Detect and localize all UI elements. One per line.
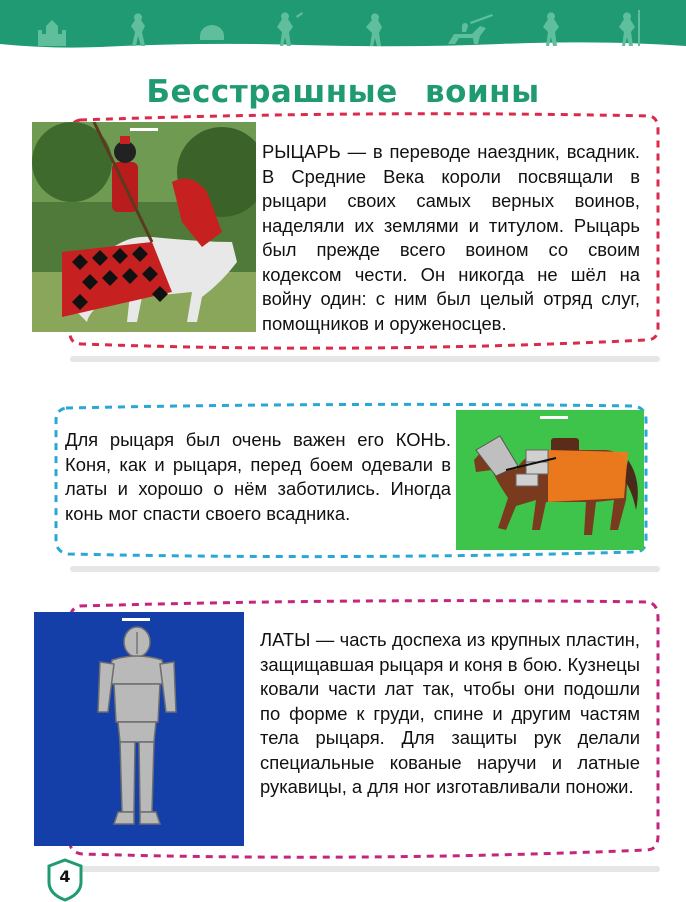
header-banner [0, 0, 686, 62]
card-shadow [70, 566, 660, 572]
card-2-text: Для рыцаря был очень важен его КОНЬ. Коня, как и рыцаря, перед боем одевали в латы и хорошо о нём заботились. Иногда конь мог спасти своего всадника. [65, 429, 451, 524]
plate-armor-photo [34, 612, 244, 846]
card-shadow [70, 866, 660, 872]
page-title: Бесстрашные воины [146, 74, 540, 110]
armored-horse-illustration [456, 410, 644, 550]
card-3-text: ЛАТЫ — часть доспеха из крупных пластин, защищавшая рыцаря и коня в бою. Кузнецы ковали части лат так, чтобы они подошли по форме к груди, спине и другим частям тела рыцаря. Для защиты рук делали специальные кованые наручи и латные рукавицы, а для ног изготавливали поножи. [260, 629, 640, 797]
card-shadow [70, 356, 660, 362]
knight-on-horse-photo [32, 122, 256, 332]
page-number: 4 [59, 867, 71, 886]
card-1-text: РЫЦАРЬ — в переводе наездник, всадник. В Средние Века короли посвящали в рыцари своих самых верных воинов, наделяли их землями и титулом. Рыцарь был прежде всего воином со своим кодексом чести. Он никогда не шёл на войну один: с ним был целый отряд слуг, помощников и оруженосцев. [262, 141, 640, 334]
header-silhouettes [0, 0, 686, 62]
